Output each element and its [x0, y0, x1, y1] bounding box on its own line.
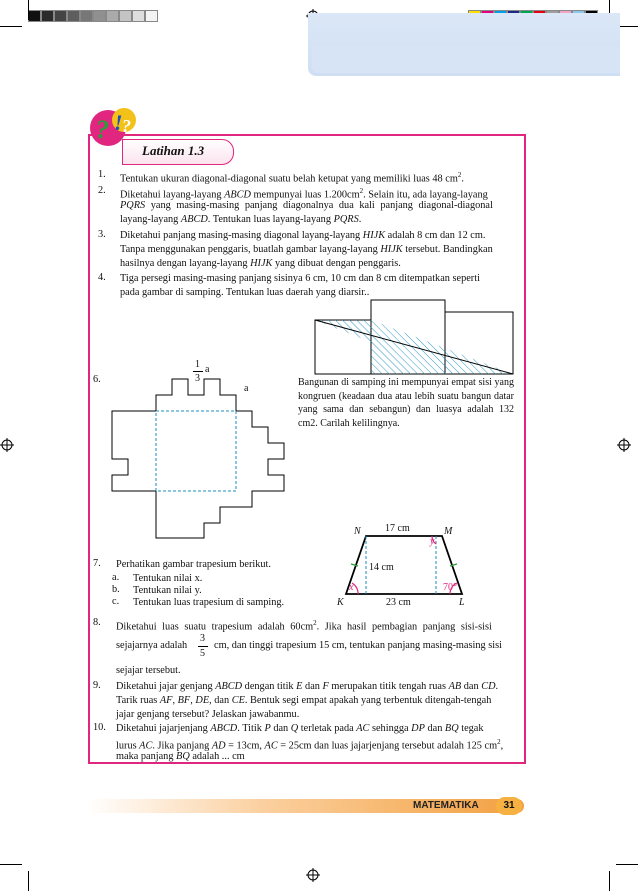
q8-fraction-denominator: 5 [200, 648, 205, 659]
q7b-text: Tentukan nilai y. [133, 585, 202, 596]
q1-number: 1. [98, 169, 106, 180]
q2-line2: PQRS yang masing-masing panjang diagonalnya dua kali panjang diagonal-diagonal [120, 200, 493, 211]
crop-mark [28, 0, 29, 20]
q6-text: Bangunan di samping ini mempunyai empat sisi yang kongruen (keadaan dua atau lebih suatu bangun datar yang sama dan sebangun) dan luasya adalah 132 cm2. Carilah kelilingnya. [298, 377, 514, 429]
q10-line2: lurus AC. Jika panjang AD = 13cm, AC = 25cm dan luas jajarjenjang tersebut adalah 125 $cm^2$, [116, 738, 504, 752]
registration-mark-icon [306, 868, 320, 882]
q3-line2: Tanpa menggunakan penggaris, buatlah gambar layang-layang HIJK tersebut. Bandingkan [120, 244, 493, 255]
gray-swatch [93, 10, 106, 22]
q4-line2: pada gambar di samping. Tentukan luas daerah yang diarsir.. [120, 287, 370, 298]
gray-swatch [106, 10, 119, 22]
gray-swatch [41, 10, 54, 22]
registration-mark-icon [0, 438, 14, 452]
crop-mark [616, 864, 638, 865]
angle-x-label: x [349, 582, 354, 593]
q7c-text: Tentukan luas trapesium di samping. [133, 597, 285, 608]
registration-mark-icon [617, 438, 631, 452]
q7-text: Perhatikan gambar trapesium berikut. [116, 559, 271, 570]
q6-fraction-denominator: 3 [195, 373, 200, 384]
footer-subject: MATEMATIKA [413, 800, 479, 811]
q10-line1: Diketahui jajarjenjang ABCD. Titik P dan Q terletak pada AC sehingga DP dan BQ tegak [116, 723, 484, 734]
vertex-m-label: M [444, 526, 453, 537]
q7b-label: b. [112, 584, 120, 595]
gray-swatch [28, 10, 41, 22]
q8-line2-b: cm, dan tinggi trapesium 15 cm, tentukan panjang masing-masing sisi [214, 640, 502, 651]
q10-number: 10. [93, 722, 106, 733]
page-number: 31 [496, 797, 522, 815]
q1-text: Tentukan ukuran diagonal-diagonal suatu belah ketupat yang memiliki luas 48 $cm^2$. [120, 171, 464, 185]
q7a-label: a. [112, 572, 120, 583]
angle-70-label: 70° [443, 582, 457, 593]
gray-swatch [67, 10, 80, 22]
q7a-text: Tentukan nilai x. [133, 573, 203, 584]
q6-fraction-variable: a [205, 364, 210, 375]
crop-mark [0, 26, 22, 27]
q8-fraction-numerator: 3 [200, 633, 205, 644]
angle-y-label: y [430, 536, 435, 547]
shaded-region [315, 320, 371, 342]
svg-text:?: ? [122, 116, 131, 136]
fraction-bar [193, 371, 203, 372]
svg-text:!: ! [114, 110, 123, 135]
q6-number: 6. [93, 374, 101, 385]
q2-number: 2. [98, 185, 106, 196]
q4-line1: Tiga persegi masing-masing panjang sisinya 6 cm, 10 cm dan 8 cm ditempatkan seperti [120, 273, 480, 284]
crop-mark [609, 871, 610, 891]
q2-line1: Diketahui layang-layang ABCD mempunyai luas $1.200cm^2$. Selain itu, ada layang-layang [120, 187, 488, 201]
q3-line1: Diketahui panjang masing-masing diagonal layang-layang HIJK adalah 8 cm dan 12 cm. [120, 230, 486, 241]
q6-side-label: a [244, 383, 249, 394]
bottom-side-label: 23 cm [386, 597, 411, 608]
three-squares-figure [313, 298, 518, 376]
height-label: 14 cm [369, 562, 394, 573]
q10-line3: maka panjang BQ adalah ... cm [116, 751, 245, 762]
vertex-n-label: N [354, 526, 361, 537]
shaded-region [371, 320, 513, 374]
q8-line1: Diketahui luas suatu trapesium adalah $60cm^2$. Jika hasil pembagian panjang sisi-sisi [116, 619, 492, 633]
gray-swatch [54, 10, 67, 22]
q9-line2: Tarik ruas AF, BF, DE, dan CE. Bentuk segi empat apakah yang terbentuk ditengah-tengah [116, 695, 492, 706]
stepped-shape-figure [108, 378, 298, 540]
vertex-l-label: L [459, 597, 465, 608]
fraction-bar [198, 646, 208, 647]
q9-line1: Diketahui jajar genjang ABCD dengan titik E dan F merupakan titik tengah ruas AB dan CD. [116, 681, 499, 692]
top-side-label: 17 cm [385, 523, 410, 534]
gray-swatch [132, 10, 145, 22]
crop-mark [28, 871, 29, 891]
q8-line3: sejajar tersebut. [116, 665, 181, 676]
q2-line3: layang-layang ABCD. Tentukan luas layang-layang PQRS. [120, 214, 362, 225]
gray-swatch [145, 10, 158, 22]
gray-swatch [80, 10, 93, 22]
q9-number: 9. [93, 680, 101, 691]
q8-line2-a: sejajarnya adalah [116, 640, 188, 651]
header-bar [312, 47, 620, 73]
stepped-outline [112, 379, 284, 538]
q3-line3: hasilnya dengan layang-layang HIJK yang dibuat dengan penggaris. [120, 258, 401, 269]
svg-text:?: ? [96, 115, 109, 144]
vertex-k-label: K [337, 597, 344, 608]
q3-number: 3. [98, 229, 106, 240]
q7-number: 7. [93, 558, 101, 569]
q6-fraction-numerator: 1 [195, 359, 200, 370]
gray-swatch [119, 10, 132, 22]
q4-number: 4. [98, 272, 106, 283]
exercise-logo-icon [88, 102, 140, 152]
grayscale-bar [28, 10, 158, 22]
inner-square [156, 411, 236, 491]
section-title: Latihan 1.3 [142, 143, 205, 158]
q9-line3: jajar genjang tersebut? Jelaskan jawabanmu. [116, 709, 300, 720]
q7c-label: c. [112, 596, 120, 607]
crop-mark [0, 864, 22, 865]
q8-number: 8. [93, 617, 101, 628]
